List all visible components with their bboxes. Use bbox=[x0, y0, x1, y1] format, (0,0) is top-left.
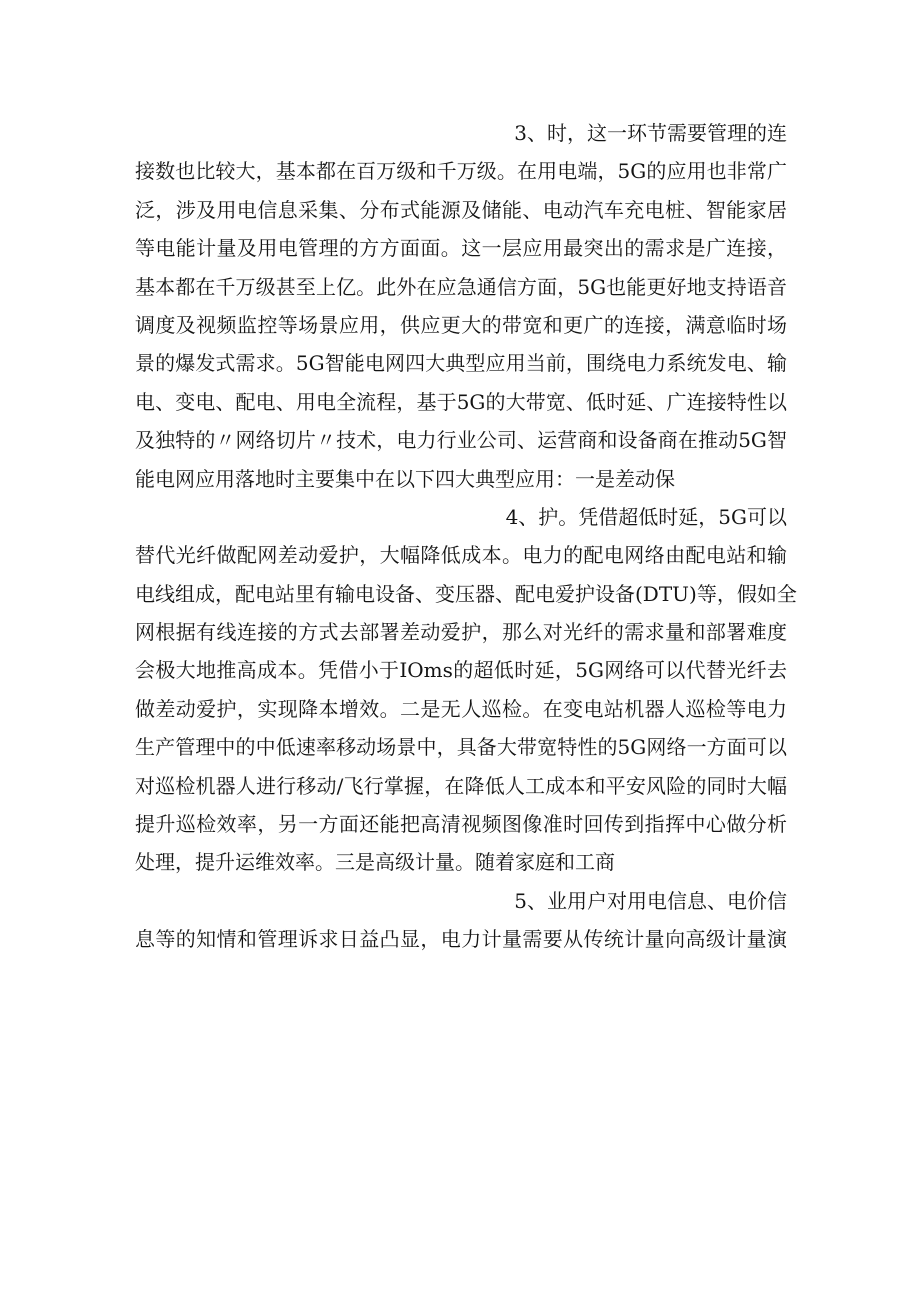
paragraph-line: 网根据有线连接的方式去部署差动爱护，那么对光纤的需求量和部署难度 bbox=[135, 620, 787, 645]
paragraph-line: 调度及视频监控等场景应用，供应更大的带宽和更广的连接，满意临时场 bbox=[135, 312, 787, 337]
paragraph-line: 做差动爱护，实现降本增效。二是无人巡检。在变电站机器人巡检等电力 bbox=[135, 696, 787, 721]
paragraph-5 bbox=[135, 882, 787, 959]
paragraph-3 bbox=[135, 114, 787, 498]
paragraph-line: 及独特的〃网络切片〃技术，电力行业公司、运营商和设备商在推动5G智 bbox=[135, 428, 787, 453]
paragraph-line: 处理，提升运维效率。三是高级计量。随着家庭和工商 bbox=[135, 850, 615, 875]
paragraph-line: 电、变电、配电、用电全流程，基于5G的大带宽、低时延、广连接特性以 bbox=[135, 389, 787, 414]
paragraph-line: 会极大地推高成本。凭借小于IOms的超低时延，5G网络可以代替光纤去 bbox=[135, 658, 787, 683]
paragraph-line: 等电能计量及用电管理的方方面面。这一层应用最突出的需求是广连接， bbox=[135, 236, 787, 261]
paragraph-line: 基本都在千万级甚至上亿。此外在应急通信方面，5G也能更好地支持语音 bbox=[135, 274, 787, 299]
paragraph-line: 接数也比较大，基本都在百万级和千万级。在用电端，5G的应用也非常广 bbox=[135, 159, 787, 184]
paragraph-line: 电线组成，配电站里有输电设备、变压器、配电爱护设备(DTU)等，假如全 bbox=[135, 581, 797, 606]
paragraph-line: 泛，涉及用电信息采集、分布式能源及储能、电动汽车充电桩、智能家居 bbox=[135, 197, 787, 222]
paragraph-line: 生产管理中的中低速率移动场景中，具备大带宽特性的5G网络一方面可以 bbox=[135, 735, 787, 760]
paragraph-4 bbox=[135, 498, 797, 882]
paragraph-line: 景的爆发式需求。5G智能电网四大典型应用当前，围绕电力系统发电、输 bbox=[135, 351, 787, 376]
paragraph-line: 提升巡检效率，另一方面还能把高清视频图像准时回传到指挥中心做分析 bbox=[135, 812, 787, 837]
document-body bbox=[135, 114, 797, 959]
paragraph-line: 对巡检机器人进行移动/飞行掌握，在降低人工成本和平安风险的同时大幅 bbox=[135, 773, 787, 798]
paragraph-line: 替代光纤做配网差动爱护，大幅降低成本。电力的配电网络由配电站和输 bbox=[135, 543, 787, 568]
paragraph-line: 4、护。凭借超低时延，5G可以 bbox=[505, 504, 787, 529]
paragraph-line: 能电网应用落地时主要集中在以下四大典型应用：一是差动保 bbox=[135, 466, 675, 491]
paragraph-line: 息等的知情和管理诉求日益凸显，电力计量需要从传统计量向高级计量演 bbox=[135, 927, 787, 952]
paragraph-line: 3、时，这一环节需要管理的连 bbox=[514, 121, 787, 145]
paragraph-line: 5、业用户对用电信息、电价信 bbox=[514, 888, 787, 913]
